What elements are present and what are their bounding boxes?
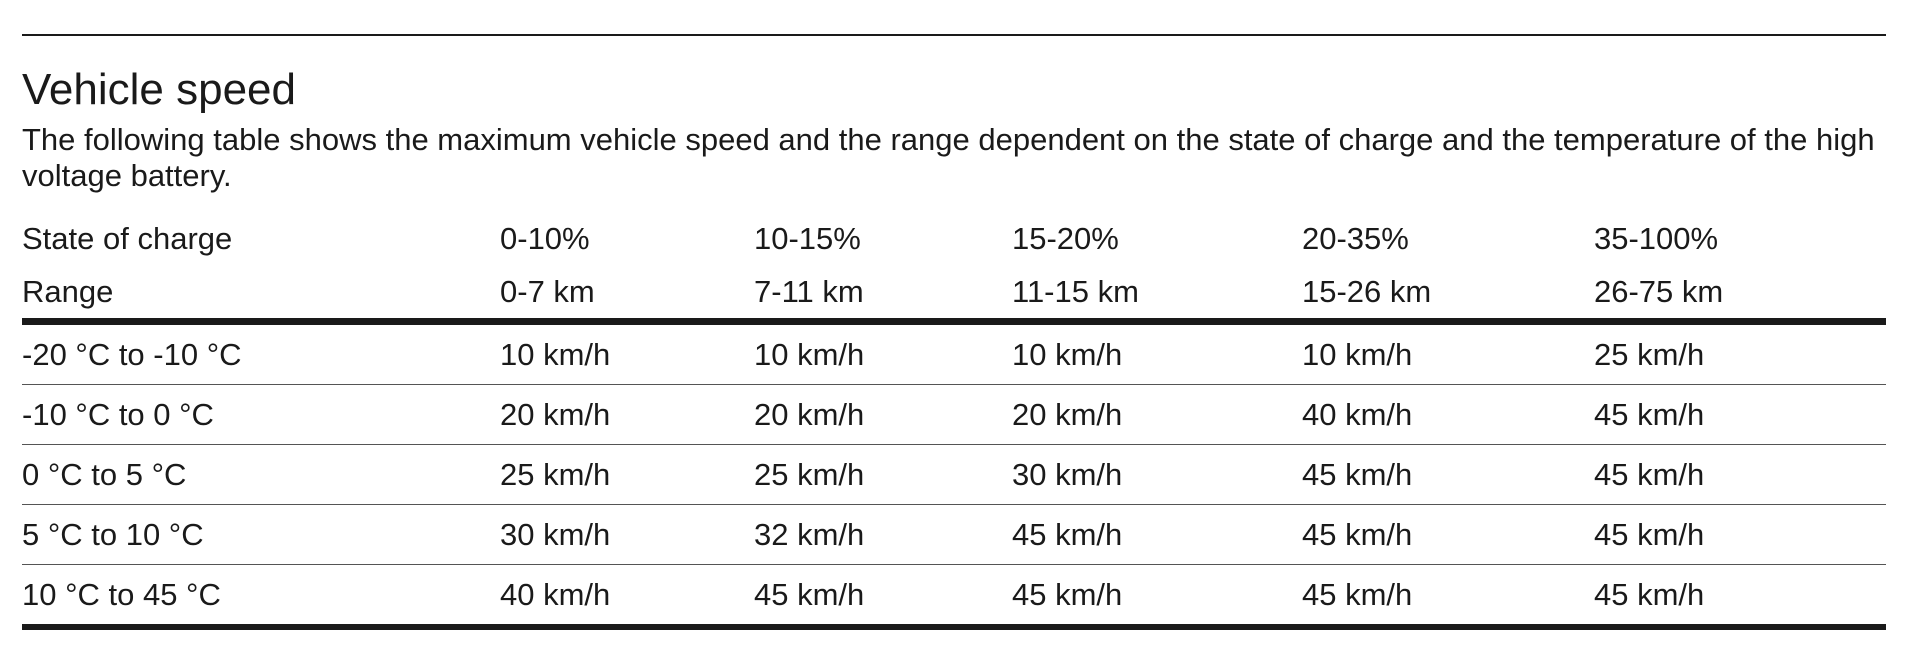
charge-header-cell: 20-35% [1302,221,1409,256]
table-row [22,445,1886,505]
temperature-cell: 10 °C to 45 °C [22,565,500,628]
range-header-cell: 15-26 km [1302,266,1594,322]
speed-cell: 40 km/h [1302,385,1594,445]
speed-cell: 10 km/h [1302,322,1594,385]
speed-cell: 10 km/h [1012,322,1302,385]
speed-cell: 45 km/h [1594,385,1886,445]
state-of-charge-label: State of charge [22,221,233,256]
charge-header-cell: 0-10% [500,221,590,256]
speed-cell: 45 km/h [1302,565,1594,628]
speed-cell: 45 km/h [1594,505,1886,565]
speed-cell: 32 km/h [754,505,1012,565]
vehicle-speed-table [22,212,1886,630]
range-header-cell: 26-75 km [1594,266,1886,322]
range-header-cell: 0-7 km [500,266,754,322]
table-row [22,565,1886,628]
top-divider [22,34,1886,36]
speed-cell: 10 km/h [754,322,1012,385]
temperature-cell: 0 °C to 5 °C [22,445,500,505]
speed-cell: 45 km/h [1594,445,1886,505]
speed-cell: 25 km/h [500,445,754,505]
speed-cell: 20 km/h [500,385,754,445]
table-row [22,322,1886,385]
speed-cell: 25 km/h [754,445,1012,505]
speed-cell: 45 km/h [1302,505,1594,565]
state-of-charge-row [22,212,1886,266]
section-title: Vehicle speed [22,65,296,114]
range-header-cell: 7-11 km [754,266,1012,322]
charge-header-cell: 35-100% [1594,221,1719,256]
range-label: Range [22,266,500,322]
speed-cell: 45 km/h [1012,505,1302,565]
speed-cell: 20 km/h [1012,385,1302,445]
speed-cell: 45 km/h [1302,445,1594,505]
temperature-cell: -10 °C to 0 °C [22,385,500,445]
speed-cell: 20 km/h [754,385,1012,445]
table-row [22,385,1886,445]
table-row [22,505,1886,565]
range-header-cell: 11-15 km [1012,266,1302,322]
speed-cell: 25 km/h [1594,322,1886,385]
temperature-cell: -20 °C to -10 °C [22,322,500,385]
charge-header-cell: 15-20% [1012,221,1119,256]
speed-cell: 10 km/h [500,322,754,385]
speed-cell: 45 km/h [754,565,1012,628]
speed-cell: 30 km/h [500,505,754,565]
speed-cell: 45 km/h [1594,565,1886,628]
temperature-cell: 5 °C to 10 °C [22,505,500,565]
range-row [22,266,1886,322]
section-description: The following table shows the maximum vehicle speed and the range dependent on the state of charge and the temperature of the high voltage battery. [22,122,1875,193]
speed-cell: 30 km/h [1012,445,1302,505]
speed-cell: 40 km/h [500,565,754,628]
speed-cell: 45 km/h [1012,565,1302,628]
charge-header-cell: 10-15% [754,221,861,256]
